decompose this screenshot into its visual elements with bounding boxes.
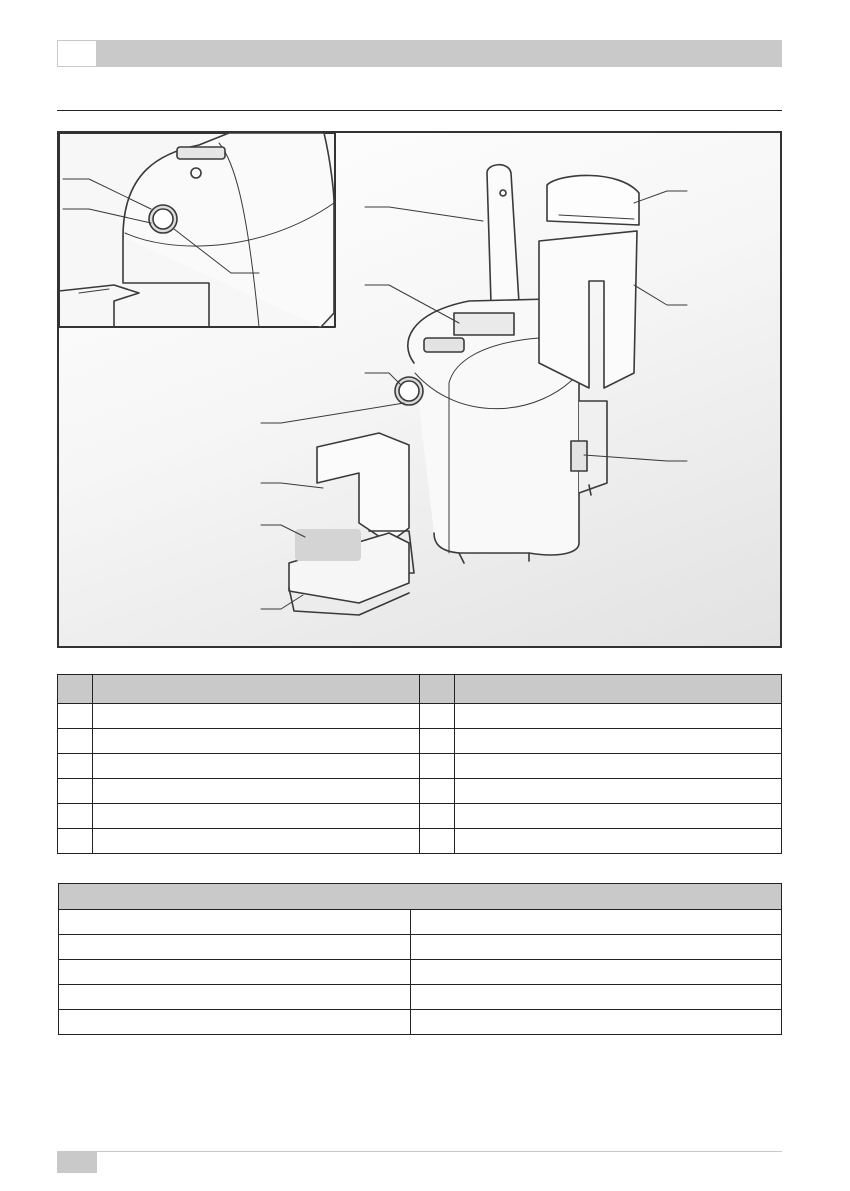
table-cell [92, 729, 420, 754]
table-cell [410, 1010, 782, 1035]
parts-table-header [58, 675, 782, 704]
table-cell [92, 704, 420, 729]
table-cell [420, 729, 455, 754]
table-row [59, 1010, 782, 1035]
table-cell [420, 829, 455, 854]
table-cell [455, 729, 782, 754]
table-row [58, 754, 782, 779]
parts-header-cell [455, 675, 782, 704]
table-cell [92, 754, 420, 779]
table-cell [59, 985, 411, 1010]
inset-detail-view [59, 133, 335, 327]
table-row [58, 779, 782, 804]
table-cell [58, 704, 93, 729]
table-row [58, 804, 782, 829]
table-cell [58, 729, 93, 754]
parts-header-cell [58, 675, 93, 704]
table-row [59, 960, 782, 985]
table-cell [410, 910, 782, 935]
table-cell [410, 985, 782, 1010]
table-row [58, 729, 782, 754]
spec-table-title [59, 884, 782, 910]
capsule-holder-grid [295, 529, 361, 561]
table-cell [455, 704, 782, 729]
table-cell [58, 804, 93, 829]
table-cell [59, 910, 411, 935]
water-tank [539, 175, 639, 388]
table-cell [92, 829, 420, 854]
table-cell [420, 704, 455, 729]
table-cell [410, 960, 782, 985]
table-row [58, 704, 782, 729]
table-row [58, 829, 782, 854]
table-cell [455, 754, 782, 779]
machine-illustration-frame [57, 131, 782, 648]
table-cell [59, 1010, 411, 1035]
header-bar [57, 40, 782, 67]
table-cell [455, 804, 782, 829]
table-cell [59, 935, 411, 960]
table-row [59, 910, 782, 935]
spec-table-header [59, 884, 782, 910]
table-cell [59, 960, 411, 985]
table-cell [420, 754, 455, 779]
header-divider [57, 110, 782, 111]
table-cell [420, 804, 455, 829]
parts-header-cell [420, 675, 455, 704]
table-cell [92, 779, 420, 804]
table-row [59, 985, 782, 1010]
lever-arm [487, 165, 519, 303]
table-cell [92, 804, 420, 829]
table-cell [455, 779, 782, 804]
parts-header-cell [92, 675, 420, 704]
machine-illustration [59, 133, 780, 646]
table-cell [420, 779, 455, 804]
specifications-table [58, 883, 782, 1035]
table-cell [58, 829, 93, 854]
footer-divider [57, 1151, 782, 1152]
table-cell [455, 829, 782, 854]
footer-page-number-box [57, 1151, 97, 1173]
table-cell [410, 935, 782, 960]
table-row [59, 935, 782, 960]
parts-table [57, 674, 782, 854]
table-cell [58, 754, 93, 779]
table-cell [58, 779, 93, 804]
header-section-number-box [57, 40, 97, 67]
